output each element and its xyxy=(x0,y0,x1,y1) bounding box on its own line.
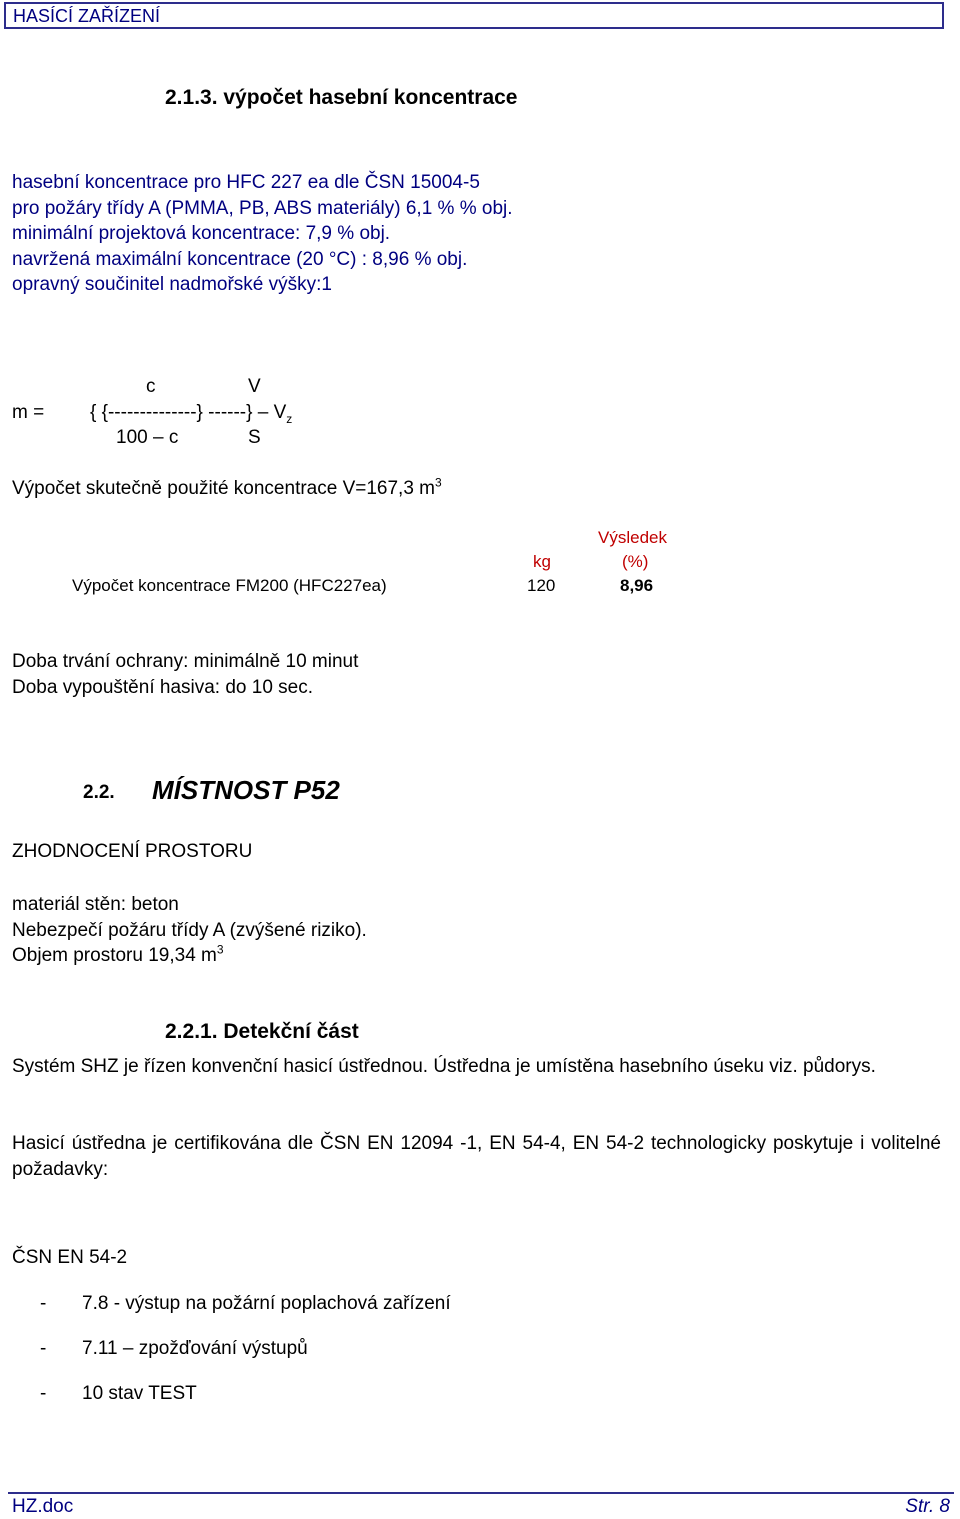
calc-line xyxy=(12,475,442,500)
param-line-2: pro požáry třídy A (PMMA, PB, ABS materiály) 6,1 % % obj. xyxy=(12,198,513,219)
footer-page-number: Str. 8 xyxy=(905,1496,950,1517)
row-label: Výpočet koncentrace FM200 (HFC227ea) xyxy=(72,576,387,595)
list-dash-1: - xyxy=(40,1293,47,1314)
room-volume xyxy=(12,942,224,967)
section-2-2-number: 2.2. xyxy=(83,782,115,803)
formula-top-v: V xyxy=(248,376,261,397)
room-material: materiál stěn: beton xyxy=(12,894,179,915)
list-item-1: 7.8 - výstup na požární poplachová zařízení xyxy=(82,1293,451,1314)
room-volume-sup: 3 xyxy=(216,942,224,957)
list-dash-3: - xyxy=(40,1383,47,1404)
standard-name: ČSN EN 54-2 xyxy=(12,1247,128,1268)
col-header-result-1: Výsledek xyxy=(598,528,667,547)
header-title: HASÍCÍ ZAŘÍZENÍ xyxy=(13,6,161,26)
list-dash-2: - xyxy=(40,1338,47,1359)
section-2-2-1-title: 2.2.1. Detekční část xyxy=(165,1020,359,1043)
param-line-4: navržená maximální koncentrace (20 °C) : 8,96 % obj. xyxy=(12,249,468,270)
formula-middle-text: { {--------------} ------} – V xyxy=(90,402,287,423)
formula-m-eq: m = xyxy=(12,402,45,423)
footer-divider xyxy=(8,1492,954,1494)
param-line-1: hasební koncentrace pro HFC 227 ea dle ČSN 15004-5 xyxy=(12,172,480,193)
header-box xyxy=(4,2,944,29)
col-header-kg: kg xyxy=(533,552,551,571)
row-kg-value: 120 xyxy=(527,576,556,595)
duration-line-2: Doba vypouštění hasiva: do 10 sec. xyxy=(12,677,314,698)
param-line-5: opravný součinitel nadmořské výšky:1 xyxy=(12,274,332,295)
formula-bottom-100c: 100 – c xyxy=(116,427,179,448)
footer-file-name: HZ.doc xyxy=(12,1496,74,1517)
room-danger: Nebezpečí požáru třídy A (zvýšené riziko). xyxy=(12,920,367,941)
formula-bottom-s: S xyxy=(248,427,261,448)
calc-text: Výpočet skutečně použité koncentrace V=167,3 m xyxy=(12,478,436,499)
duration-line-1: Doba trvání ochrany: minimálně 10 minut xyxy=(12,651,359,672)
section-title-2-1-3: 2.1.3. výpočet hasební koncentrace xyxy=(165,86,518,109)
formula-middle xyxy=(90,402,292,426)
detection-paragraph-1: Systém SHZ je řízen konvenční hasicí ústřednou. Ústředna je umístěna hasebního úseku viz. půdorys. xyxy=(12,1056,876,1077)
calc-sup: 3 xyxy=(435,475,442,490)
col-header-result-2: (%) xyxy=(622,552,649,571)
detection-paragraph-2: Hasicí ústředna je certifikována dle ČSN EN 12094 -1, EN 54-4, EN 54-2 technologicky poskytuje i volitelné požadavky: xyxy=(12,1133,941,1180)
formula-middle-sub: z xyxy=(286,411,293,426)
formula-top-c: c xyxy=(146,376,156,397)
list-item-2: 7.11 – zpožďování výstupů xyxy=(82,1338,308,1359)
zhodnoceni-heading: ZHODNOCENÍ PROSTORU xyxy=(12,841,253,862)
room-volume-text: Objem prostoru 19,34 m xyxy=(12,945,217,966)
row-result-value: 8,96 xyxy=(620,576,654,595)
param-line-3: minimální projektová koncentrace: 7,9 % obj. xyxy=(12,223,391,244)
section-2-2-title: MÍSTNOST P52 xyxy=(152,775,340,805)
list-item-3: 10 stav TEST xyxy=(82,1383,197,1404)
